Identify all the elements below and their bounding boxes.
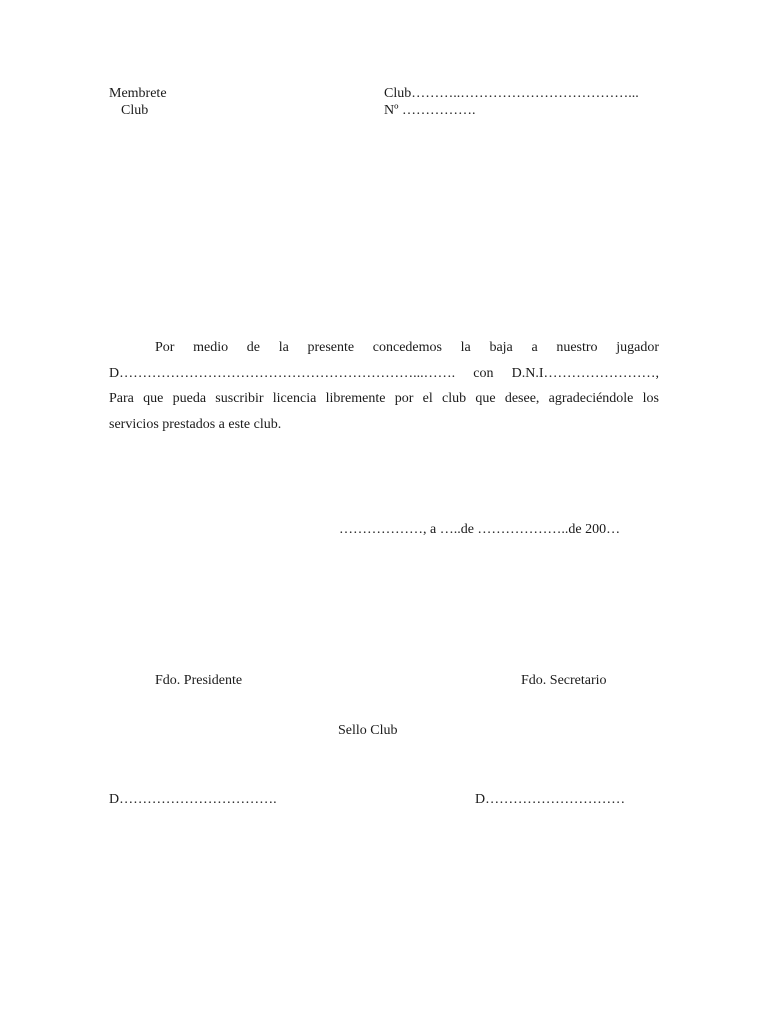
paragraph-line: D………………………………………………………...……. con D.N.I……………………, <box>109 365 659 381</box>
paragraph-line: servicios prestados a este club. <box>109 416 282 432</box>
letterhead-label: Membrete <box>109 86 167 101</box>
president-signature-label: Fdo. Presidente <box>155 673 243 688</box>
club-name-line: Club………..………………………………... <box>384 86 639 101</box>
letterhead-club-label: Club <box>121 103 149 118</box>
secretary-name-line: D………………………… <box>475 792 626 807</box>
place-date-line: ………………, a …..de ………………..de 200… <box>339 522 621 537</box>
paragraph-line: Para que pueda suscribir licencia libremente por el club que desee, agradeciéndole los <box>109 391 659 406</box>
president-name-line: D……………………………. <box>109 792 277 807</box>
release-paragraph <box>109 335 659 437</box>
club-stamp-label: Sello Club <box>338 723 398 738</box>
paragraph-line: Por medio de la presente concedemos la baja a nuestro jugador <box>155 340 659 355</box>
secretary-signature-label: Fdo. Secretario <box>521 673 607 688</box>
club-number-line: Nº ……………. <box>384 103 476 118</box>
